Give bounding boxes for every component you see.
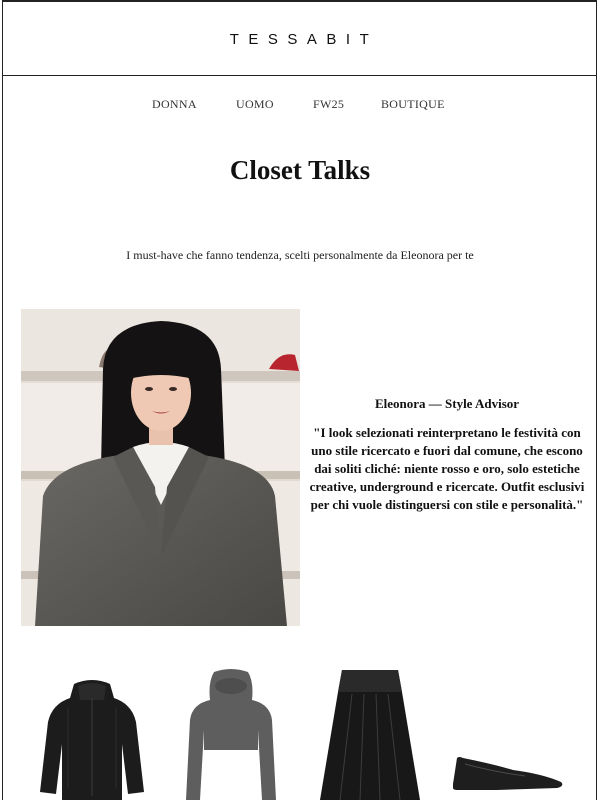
nav-item-donna[interactable]: DONNA [152, 97, 197, 111]
advisor-block [302, 396, 592, 514]
product-sweater[interactable] [186, 668, 276, 800]
brand-logo[interactable]: TESSABIT [229, 31, 379, 48]
nav-item-boutique[interactable]: BOUTIQUE [381, 97, 445, 111]
product-flat-shoe[interactable] [453, 756, 565, 792]
advisor-photo[interactable] [21, 309, 300, 626]
product-row [0, 660, 600, 800]
page-subtitle: I must-have che fanno tendenza, scelti personalmente da Eleonora per te [126, 248, 474, 262]
nav-item-uomo[interactable]: UOMO [236, 97, 274, 111]
advisor-quote: "I look selezionati reinterpretano le festività con uno stile ricercato e fuori dal comune, che escono dai soliti cliché: niente rosso e oro, solo estetiche creative, underground e ricercate. Outfit esclusivi per chi vuole distinguersi con stile e personalità." [309, 425, 585, 512]
page-title: Closet Talks [229, 155, 371, 185]
product-jacket[interactable] [38, 678, 146, 800]
advisor-name: Eleonora — Style Advisor [374, 396, 520, 411]
product-skirt[interactable] [318, 670, 422, 800]
nav-item-fw25[interactable]: FW25 [313, 97, 345, 111]
header [2, 0, 597, 76]
